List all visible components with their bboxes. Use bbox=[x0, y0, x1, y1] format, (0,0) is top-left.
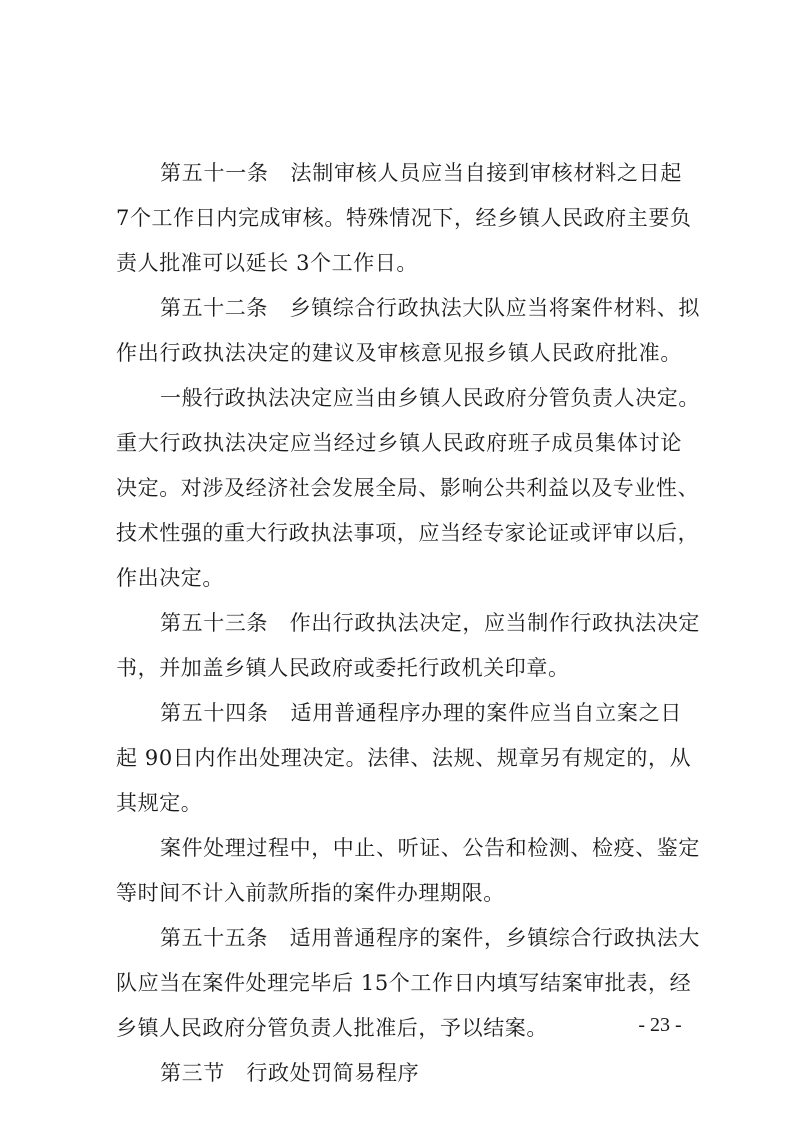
article-55-line-2: 队应当在案件处理完毕后 15个工作日内填写结案审批表，经 bbox=[116, 971, 692, 995]
article-52-para-2-line-3: 决定。对涉及经济社会发展全局、影响公共利益以及专业性、 bbox=[116, 476, 700, 500]
article-51-line-3: 责人批准可以延长 3个工作日。 bbox=[116, 251, 419, 275]
article-51-line-2: 7个工作日内完成审核。特殊情况下，经乡镇人民政府主要负 bbox=[116, 206, 692, 230]
article-55-line-1: 第五十五条 适用普通程序的案件，乡镇综合行政执法大 bbox=[160, 926, 700, 950]
article-55-line-3: 乡镇人民政府分管负责人批准后，予以结案。 bbox=[116, 1016, 548, 1040]
article-54-para-2-line-2: 等时间不计入前款所指的案件办理期限。 bbox=[116, 881, 505, 905]
article-52-para-2-line-5: 作出决定。 bbox=[116, 566, 224, 590]
page-number: - 23 - bbox=[638, 1014, 682, 1036]
article-52-para-2-line-4: 技术性强的重大行政执法事项，应当经专家论证或评审以后， bbox=[116, 521, 700, 545]
article-54-line-2: 起 90日内作出处理决定。法律、法规、规章另有规定的，从 bbox=[116, 746, 692, 770]
article-52-line-2: 作出行政执法决定的建议及审核意见报乡镇人民政府批准。 bbox=[116, 341, 682, 365]
article-53-line-2: 书，并加盖乡镇人民政府或委托行政机关印章。 bbox=[116, 656, 570, 680]
article-52-line-1: 第五十二条 乡镇综合行政执法大队应当将案件材料、拟 bbox=[160, 296, 700, 320]
article-54-para-2-line-1: 案件处理过程中，中止、听证、公告和检测、检疫、鉴定 bbox=[160, 836, 700, 860]
article-52-para-2-line-2: 重大行政执法决定应当经过乡镇人民政府班子成员集体讨论 bbox=[116, 431, 682, 455]
article-52-para-2-line-1: 一般行政执法决定应当由乡镇人民政府分管负责人决定。 bbox=[160, 386, 700, 410]
article-54-line-3: 其规定。 bbox=[116, 791, 203, 815]
article-53-line-1: 第五十三条 作出行政执法决定，应当制作行政执法决定 bbox=[160, 611, 700, 635]
article-54-line-1: 第五十四条 适用普通程序办理的案件应当自立案之日 bbox=[160, 701, 682, 725]
article-51-line-1: 第五十一条 法制审核人员应当自接到审核材料之日起 bbox=[160, 161, 682, 185]
section-heading: 第三节 行政处罚简易程序 bbox=[160, 1061, 420, 1085]
